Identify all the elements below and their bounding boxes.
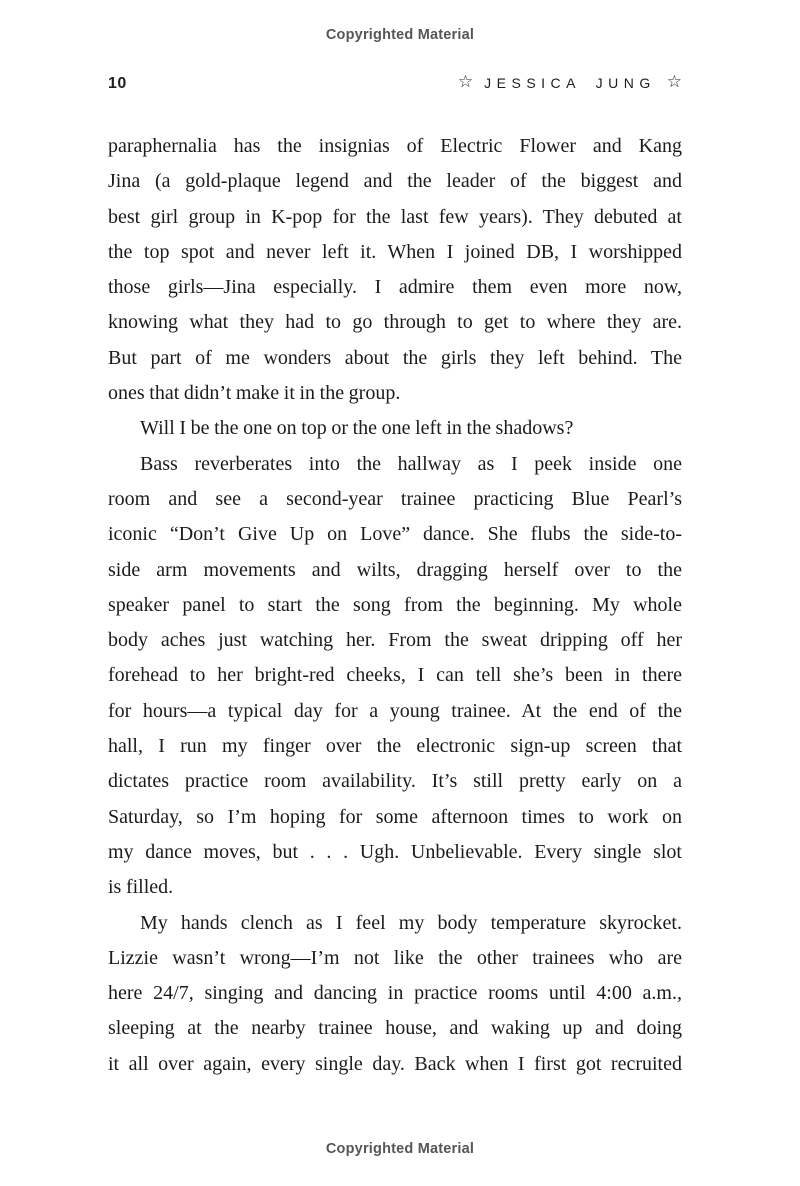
text-line: Jina (a gold-plaque legend and the leader of the biggest and xyxy=(108,170,682,193)
text-line: speaker panel to start the song from the beginning. My whole xyxy=(108,593,682,616)
text-line: Lizzie wasn’t wrong—I’m not like the other trainees who are xyxy=(108,946,682,969)
text-line: Bass reverberates into the hallway as I peek inside one xyxy=(140,452,682,475)
text-line: for hours—a typical day for a young trainee. At the end of the xyxy=(108,699,682,722)
text-line: best girl group in K-pop for the last few years). They debuted at xyxy=(108,205,682,228)
text-block xyxy=(108,129,682,1082)
text-line: here 24/7, singing and dancing in practice rooms until 4:00 a.m., xyxy=(108,982,682,1005)
text-line: My hands clench as I feel my body temperature skyrocket. xyxy=(140,911,682,934)
text-line: room and see a second-year trainee practicing Blue Pearl’s xyxy=(108,487,682,510)
text-line: is filled. xyxy=(108,876,174,899)
text-line: Saturday, so I’m hoping for some afternoon times to work on xyxy=(108,805,682,828)
running-header xyxy=(108,74,682,93)
text-line: dictates practice room availability. It’s still pretty early on a xyxy=(108,770,682,793)
star-icon: ☆ xyxy=(457,72,474,91)
text-line: Will I be the one on top or the one left in the shadows? xyxy=(140,417,574,440)
star-icon: ☆ xyxy=(666,72,682,91)
text-line: the top spot and never left it. When I joined DB, I worshipped xyxy=(108,240,682,263)
copyright-notice-top: Copyrighted Material xyxy=(325,27,475,43)
text-line: body aches just watching her. From the sweat dripping off her xyxy=(108,629,682,652)
copyright-notice-bottom: Copyrighted Material xyxy=(325,1141,475,1157)
page-number: 10 xyxy=(108,75,127,92)
text-line: iconic “Don’t Give Up on Love” dance. She flubs the side-to- xyxy=(108,523,682,546)
text-line: forehead to her bright-red cheeks, I can tell she’s been in there xyxy=(108,664,682,687)
text-line: side arm movements and wilts, dragging herself over to the xyxy=(108,558,682,581)
text-line: my dance moves, but . . . Ugh. Unbelievable. Every single slot xyxy=(108,840,682,863)
text-line: sleeping at the nearby trainee house, and waking up and doing xyxy=(108,1017,682,1040)
text-line: knowing what they had to go through to get to where they are. xyxy=(108,311,682,334)
text-line: ones that didn’t make it in the group. xyxy=(108,382,401,405)
running-title xyxy=(458,74,682,91)
text-line: But part of me wonders about the girls they left behind. The xyxy=(108,346,682,369)
text-line: it all over again, every single day. Back when I first got recruited xyxy=(108,1052,682,1075)
text-line: those girls—Jina especially. I admire them even more now, xyxy=(108,276,682,299)
text-line: paraphernalia has the insignias of Electric Flower and Kang xyxy=(108,135,682,157)
running-title-text: JESSICA JUNG xyxy=(484,74,656,91)
text-line: hall, I run my finger over the electronic sign-up screen that xyxy=(108,735,682,758)
